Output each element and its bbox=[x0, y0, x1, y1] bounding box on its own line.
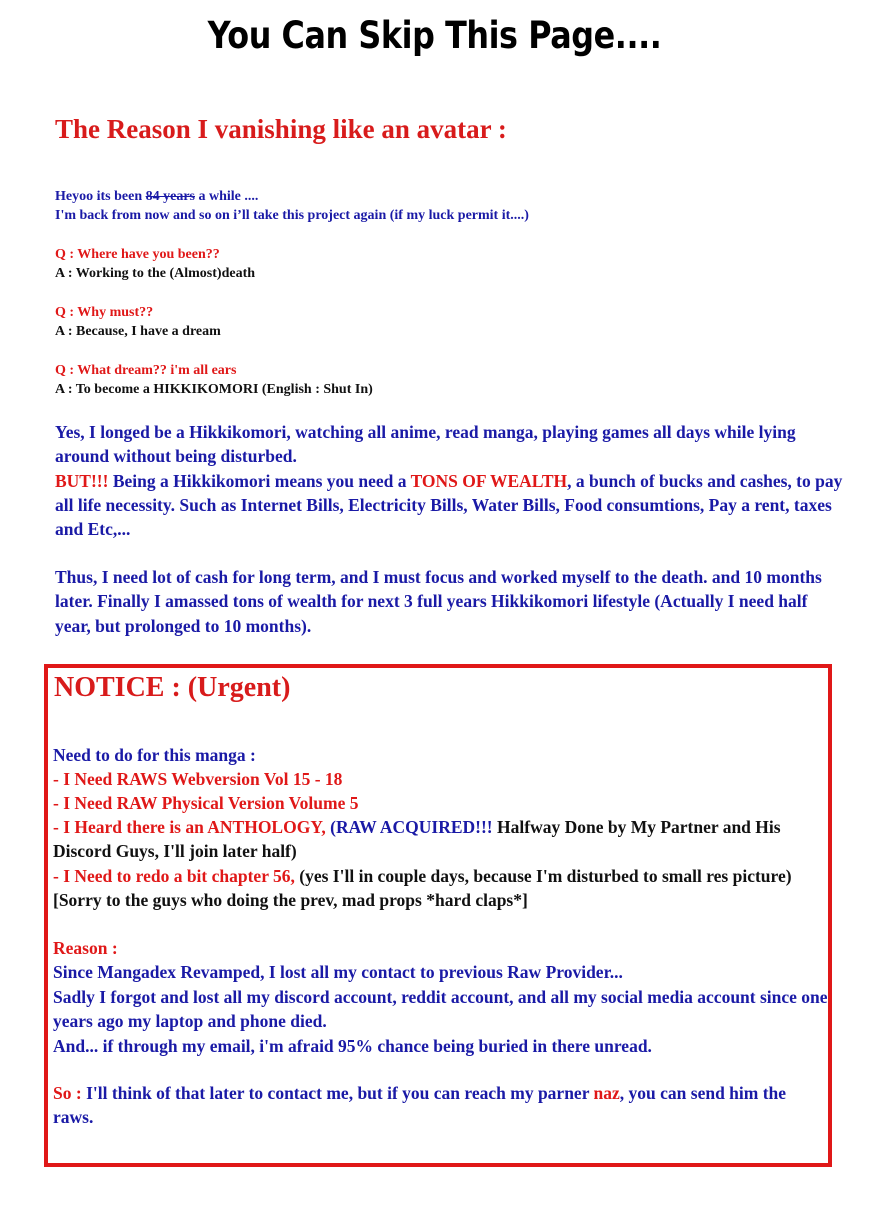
item4-black-text: (yes I'll in couple days, because I'm disturbed to small res picture)[Sorry to the guys who doing the prev, mad props *hard claps*] bbox=[53, 866, 792, 911]
answer-3: A : To become a HIKKIKOMORI (English : Shut In) bbox=[55, 382, 373, 397]
reason-heading: The Reason I vanishing like an avatar : bbox=[55, 114, 507, 144]
need-label: Need to do for this manga : bbox=[53, 745, 256, 765]
item3-paren: ( bbox=[330, 817, 336, 837]
reason-line-3: And... if through my email, i'm afraid 95% chance being buried in there unread. bbox=[53, 1036, 652, 1056]
intro-line-1 bbox=[55, 187, 258, 206]
need-item-4 bbox=[53, 864, 828, 913]
item4-red-text: - I Need to redo a bit chapter 56, bbox=[53, 866, 300, 886]
intro-line-2: I'm back from now and so on i’ll take this project again (if my luck permit it....) bbox=[55, 208, 529, 223]
notice-heading: NOTICE : (Urgent) bbox=[54, 672, 291, 703]
paragraph-text-b: Being a Hikkikomori means you need a bbox=[108, 470, 411, 491]
partner-name: naz bbox=[593, 1083, 620, 1103]
reason-line-1: Since Mangadex Revamped, I lost all my contact to previous Raw Provider... bbox=[53, 962, 623, 982]
item3-red-text: - I Heard there is an ANTHOLOGY, bbox=[53, 817, 331, 837]
paragraph-hikkikomori bbox=[55, 420, 845, 541]
raw-acquired: RAW ACQUIRED!!! bbox=[335, 817, 493, 837]
need-item-2: - I Need RAW Physical Version Volume 5 bbox=[53, 793, 359, 813]
so-text-a: I'll think of that later to contact me, but if you can reach my parner bbox=[81, 1083, 594, 1103]
page-title: You Can Skip This Page.... bbox=[207, 14, 662, 57]
paragraph-text-a: Yes, I longed be a Hikkikomori, watching all anime, read manga, playing games all days while lying around without being disturbed. bbox=[55, 422, 796, 467]
need-item-3 bbox=[53, 815, 828, 864]
answer-1: A : Working to the (Almost)death bbox=[55, 266, 256, 281]
question-1: Q : Where have you been?? bbox=[55, 247, 220, 262]
question-2: Q : Why must?? bbox=[55, 305, 154, 320]
so-text-b: , you can send him the raws. bbox=[53, 1083, 787, 1128]
so-label: So : bbox=[53, 1083, 82, 1103]
but-exclamation: BUT!!! bbox=[55, 470, 109, 491]
so-paragraph bbox=[53, 1081, 828, 1130]
intro-text-b: a while .... bbox=[195, 189, 259, 204]
paragraph-text-c: , a bunch of bucks and cashes, to pay all life necessity. Such as Internet Bills, Electricity Bills, Water Bills, Food consumtions, Pay a rent, taxes and Etc,... bbox=[55, 470, 843, 540]
intro-text-a: Heyoo its been bbox=[55, 189, 146, 204]
paragraph-cash: Thus, I need lot of cash for long term, and I must focus and worked myself to the death. and 10 months later. Finally I amassed tons of wealth for next 3 full years Hikkikomori lifestyle (Actually I need half year, but prolonged to 10 months). bbox=[55, 567, 822, 636]
reason-line-2: Sadly I forgot and lost all my discord account, reddit account, and all my social media account since one years ago my laptop and phone died. bbox=[53, 987, 828, 1032]
tons-of-wealth: TONS OF WEALTH bbox=[410, 470, 568, 491]
reason-label: Reason : bbox=[53, 938, 118, 958]
answer-2: A : Because, I have a dream bbox=[55, 324, 221, 339]
item3-black-text: Halfway Done by My Partner and His Discord Guys, I'll join later half) bbox=[53, 817, 781, 862]
intro-strikethrough: 84 years bbox=[145, 189, 195, 204]
need-item-1: - I Need RAWS Webversion Vol 15 - 18 bbox=[53, 769, 343, 789]
question-3: Q : What dream?? i'm all ears bbox=[55, 363, 237, 378]
